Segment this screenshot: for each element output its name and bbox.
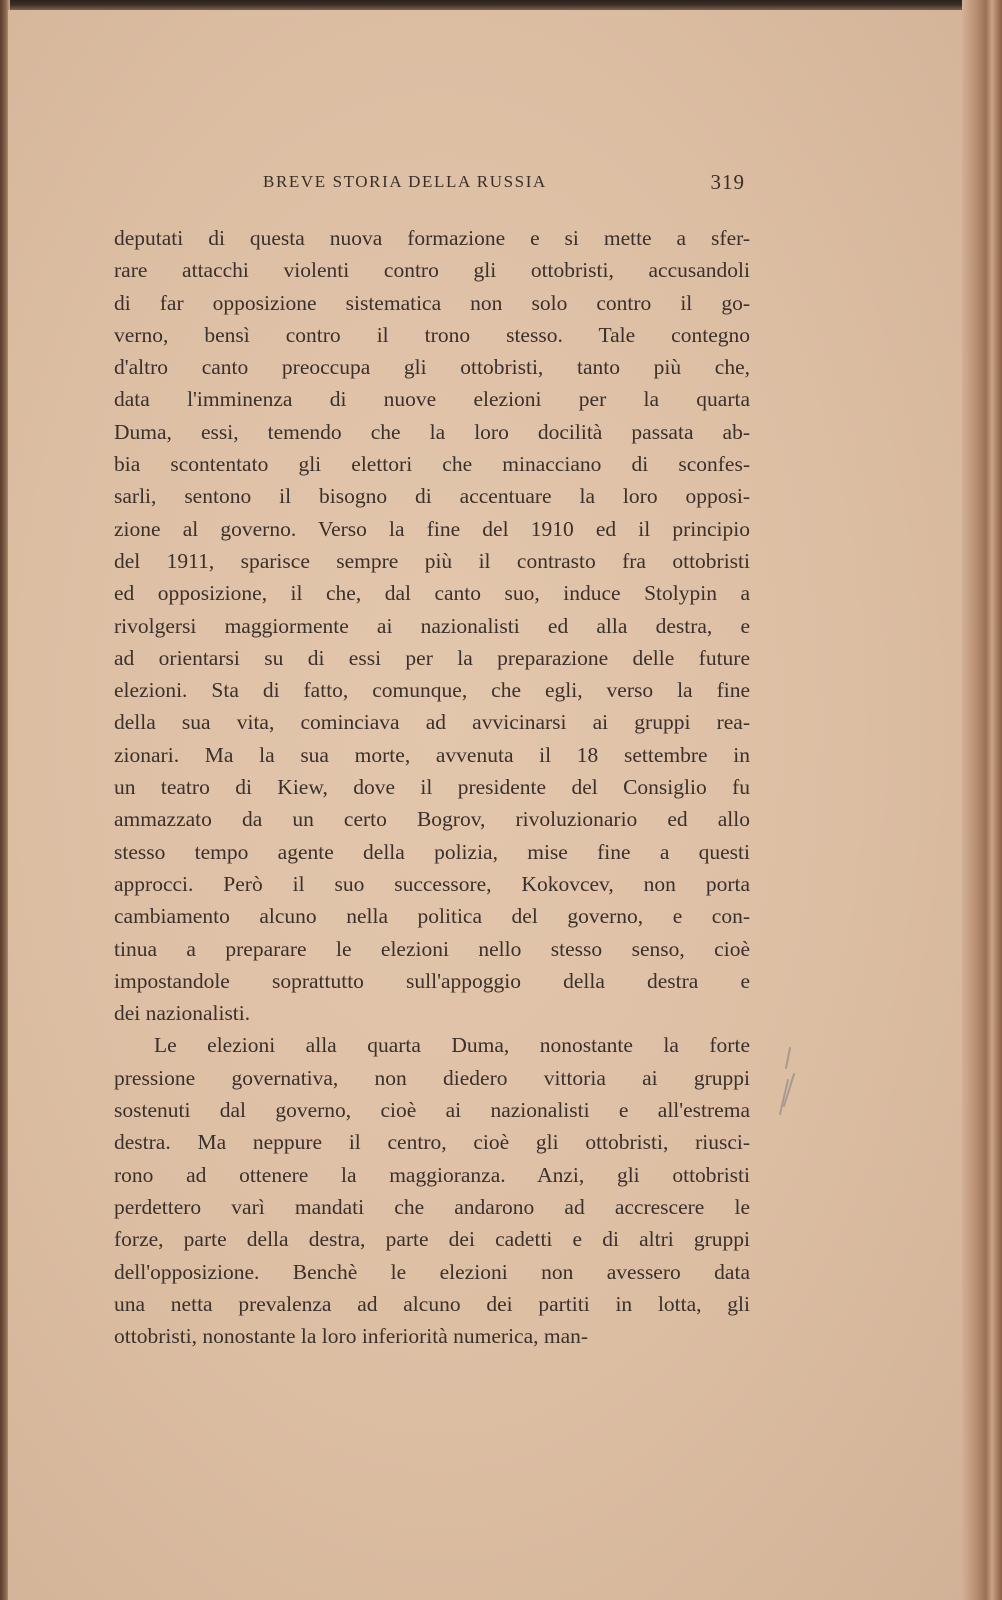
text-line: della sua vita, cominciava ad avvicinarsi ai gruppi rea- bbox=[114, 710, 750, 735]
text-line: del 1911, sparisce sempre più il contrasto fra ottobristi bbox=[114, 548, 750, 573]
text-line: sostenuti dal governo, cioè ai nazionalisti e all'estrema bbox=[114, 1098, 750, 1123]
text-line: cambiamento alcuno nella politica del governo, e con- bbox=[114, 904, 750, 929]
text-line: d'altro canto preoccupa gli ottobristi, tanto più che, bbox=[114, 355, 750, 380]
text-line: ottobristi, nonostante la loro inferiorità numerica, man- bbox=[114, 1324, 589, 1349]
text-line: zionari. Ma la sua morte, avvenuta il 18 settembre in bbox=[114, 742, 750, 767]
text-line: stesso tempo agente della polizia, mise fine a questi bbox=[114, 839, 750, 864]
text-line: Le elezioni alla quarta Duma, nonostante la forte bbox=[154, 1033, 750, 1058]
text-line: rono ad ottenere la maggioranza. Anzi, gli ottobristi bbox=[114, 1162, 750, 1187]
text-line: di far opposizione sistematica non solo contro il go- bbox=[114, 290, 750, 315]
text-line: un teatro di Kiew, dove il presidente del Consiglio fu bbox=[114, 775, 750, 800]
text-line: forze, parte della destra, parte dei cadetti e di altri gruppi bbox=[114, 1227, 750, 1252]
page-sheet bbox=[8, 10, 966, 1600]
text-line: impostandole soprattutto sull'appoggio della destra e bbox=[114, 968, 750, 993]
page-right-edge bbox=[962, 0, 1002, 1600]
text-line: dell'opposizione. Benchè le elezioni non avessero data bbox=[114, 1259, 750, 1284]
text-line: una netta prevalenza ad alcuno dei partiti in lotta, gli bbox=[114, 1291, 750, 1316]
text-line: dei nazionalisti. bbox=[114, 1001, 251, 1026]
text-line: ammazzato da un certo Bogrov, rivoluzionario ed allo bbox=[114, 807, 750, 832]
running-head bbox=[263, 170, 753, 196]
text-line: pressione governativa, non diedero vittoria ai gruppi bbox=[114, 1065, 750, 1090]
text-line: destra. Ma neppure il centro, cioè gli ottobristi, riusci- bbox=[114, 1130, 750, 1155]
body-text bbox=[114, 222, 750, 1352]
text-line: bia scontentato gli elettori che minacciano di sconfes- bbox=[114, 452, 750, 477]
text-line: rivolgersi maggiormente ai nazionalisti ed alla destra, e bbox=[114, 613, 750, 638]
text-line: approcci. Però il suo successore, Kokovcev, non porta bbox=[114, 871, 750, 896]
pencil-margin-mark bbox=[768, 1040, 798, 1120]
text-line: zione al governo. Verso la fine del 1910 ed il principio bbox=[114, 516, 750, 541]
paragraph bbox=[114, 1029, 750, 1352]
text-line: sarli, sentono il bisogno di accentuare la loro opposi- bbox=[114, 484, 750, 509]
text-line: verno, bensì contro il trono stesso. Tale contegno bbox=[114, 322, 750, 347]
text-line: deputati di questa nuova formazione e si mette a sfer- bbox=[114, 226, 750, 250]
text-line: data l'imminenza di nuove elezioni per la quarta bbox=[114, 387, 750, 412]
paragraph bbox=[114, 222, 750, 1029]
text-line: elezioni. Sta di fatto, comunque, che egli, verso la fine bbox=[114, 678, 750, 703]
text-line: ad orientarsi su di essi per la preparazione delle future bbox=[114, 645, 750, 670]
text-line: perdettero varì mandati che andarono ad accrescere le bbox=[114, 1194, 750, 1219]
page-number: 319 bbox=[710, 170, 745, 194]
text-line: ed opposizione, il che, dal canto suo, induce Stolypin a bbox=[114, 581, 750, 606]
text-line: tinua a preparare le elezioni nello stesso senso, cioè bbox=[114, 936, 750, 961]
text-line: rare attacchi violenti contro gli ottobristi, accusandoli bbox=[114, 258, 750, 283]
text-line: Duma, essi, temendo che la loro docilità passata ab- bbox=[114, 419, 750, 444]
running-title: BREVE STORIA DELLA RUSSIA bbox=[263, 172, 547, 191]
